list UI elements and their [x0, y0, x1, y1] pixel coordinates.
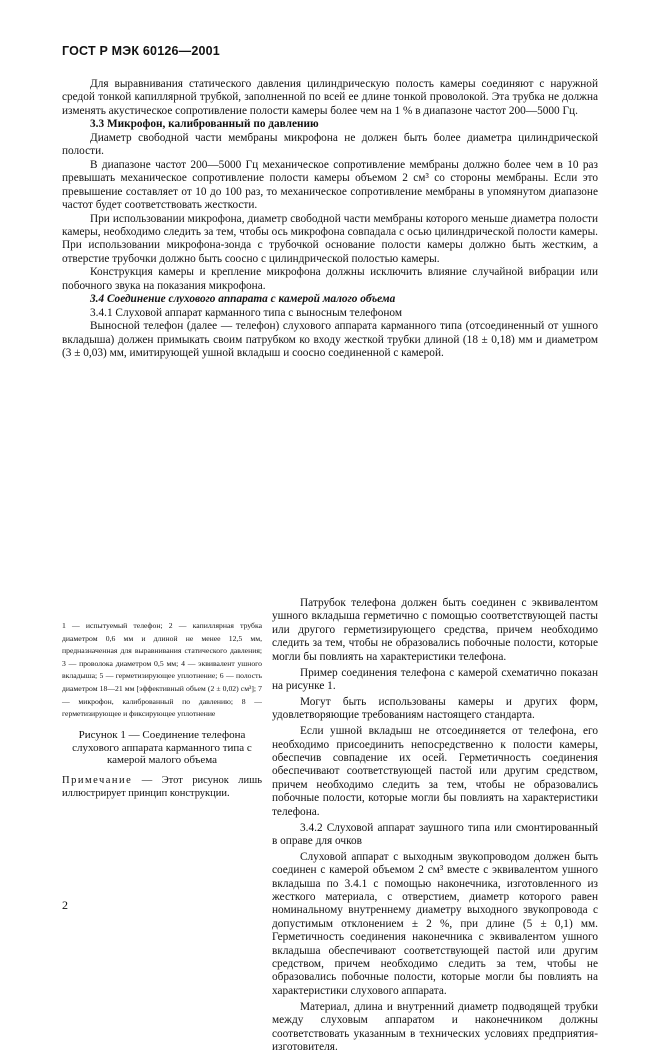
paragraph: Материал, длина и внутренний диаметр подводящей трубки между слуховым аппаратом и наконечником должны соответствовать указанным в технических условиях предприятия-изготовителя.: [272, 1000, 598, 1053]
paragraph: В диапазоне частот 200—5000 Гц механическое сопротивление мембраны должно более чем в 10 раз превышать механическое сопротивление полости камеры объемом 2 см³ со стороны мембраны. Если это превышение составляет от 10 до 100 раз, то механическое сопротивление мембраны в упомянутом диапазоне частот будет соответствовать жесткости.: [62, 158, 598, 212]
section-heading-3-3: 3.3 Микрофон, калиброванный по давлению: [90, 118, 319, 131]
subsection-heading-3-4-1: 3.4.1 Слуховой аппарат карманного типа с выносным телефоном: [90, 306, 403, 319]
paragraph: Могут быть использованы камеры и других форм, удовлетворяющие требованиям настоящего стандарта.: [272, 695, 598, 722]
note-text: — Этот рисунок лишь иллюстрирует принцип конструкции.: [62, 775, 262, 799]
document-header: ГОСТ Р МЭК 60126—2001: [62, 44, 220, 58]
paragraph: Выносной телефон (далее — телефон) слухового аппарата карманного типа (отсоединенный от ушного вкладыша) должен примыкать своим патрубком ко входу жесткой трубки длиной (18 ± 0,18) мм и диаметром (3 ± 0,03) мм, имитирующей ушной вкладыш и соосно соединенной с камерой.: [62, 320, 598, 360]
paragraph: Диаметр свободной части мембраны микрофона не должен быть более диаметра цилиндрической полости.: [62, 131, 598, 158]
figure-caption: Рисунок 1 — Соединение телефона слухового аппарата карманного типа с камерой малого объема: [72, 729, 252, 766]
right-column-text: [272, 597, 598, 1057]
subsection-heading-3-4-2: 3.4.2 Слуховой аппарат заушного типа или смонтированный в оправе для очков: [272, 821, 598, 847]
paragraph: Слуховой аппарат с выходным звукопроводом должен быть соединен с камерой объемом 2 см³ вместе с эквивалентом ушного вкладыша по 3.4.1 с помощью наконечника, изготовленного из жесткого материала, с отверстием, диаметр которого равен номинальному внутреннему диаметру выходного звукопровода с допустимым отклонением ± 2 %, при длине (5 ± 0,1) мм. Герметичность соединения наконечника с эквивалентом ушного вкладыша обеспечивают соответствующей пастой или другим средством, причем необходимо следить за тем, чтобы не образовались побочные полости, которые могли бы повлиять на характеристики слухового аппарата.: [272, 850, 598, 997]
figure-note: [62, 775, 262, 800]
paragraph: Пример соединения телефона с камерой схематично показан на рисунке 1.: [272, 666, 598, 692]
paragraph: Если ушной вкладыш не отсоединяется от телефона, его необходимо присоединить непосредственно к полости камеры, обеспечив совпадение их осей. Герметичность соединения обеспечивают соответствующей пастой или другим средством, причем необходимо следить за тем, чтобы не образовались побочные полости, которые могли бы повлиять на характеристики телефона.: [272, 725, 598, 818]
section-heading-3-4: 3.4 Соединение слухового аппарата с камерой малого объема: [90, 293, 396, 306]
figure-legend: 1 — испытуемый телефон; 2 — капиллярная трубка диаметром 0,6 мм и длиной не менее 12,5 мм, предназначенная для выравнивания статического давления; 3 — проволока диаметром 0,5 мм; 4 — эквивалент ушного вкладыша; 5 — герметизирующее уплотнение; 6 — полость диаметром 18—21 мм [эффективный объем (2 ± 0,02) см³]; 7 — микрофон, калиброванный по давлению; 8 — герметизирующее и фиксирующее уплотнение: [62, 621, 262, 719]
paragraph: При использовании микрофона, диаметр свободной части мембраны которого меньше диаметра полости камеры, необходимо следить за тем, чтобы ось микрофона совпадала с осью цилиндрической полости камеры. При использовании микрофона-зонда с трубочкой основание полости камеры должно быть жестким, а отверстие трубочки должно быть соосно с цилиндрической полостью камеры.: [62, 212, 598, 265]
paragraph: Конструкция камеры и крепление микрофона должны исключить влияние случайной вибрации или побочного звука на показания микрофона.: [62, 266, 598, 292]
note-label: Примечание: [62, 775, 133, 786]
paragraph: Для выравнивания статического давления цилиндрическую полость камеры соединяют с наружной средой тонкой капиллярной трубкой, заполненной по всей ее длине тонкой проволокой. Эта трубка не должна изменять акустическое сопротивление полости камеры более чем на 1 % в диапазоне частот 200—5000 Гц.: [62, 78, 598, 117]
page-number: 2: [62, 898, 68, 912]
top-text-block: [62, 78, 598, 361]
paragraph: Патрубок телефона должен быть соединен с эквивалентом ушного вкладыша герметично с помощью соответствующей пасты или другого герметизирующего средства, причем необходимо следить за тем, чтобы не образовались побочные полости, которые могли бы повлиять на характеристики телефона.: [272, 597, 598, 663]
